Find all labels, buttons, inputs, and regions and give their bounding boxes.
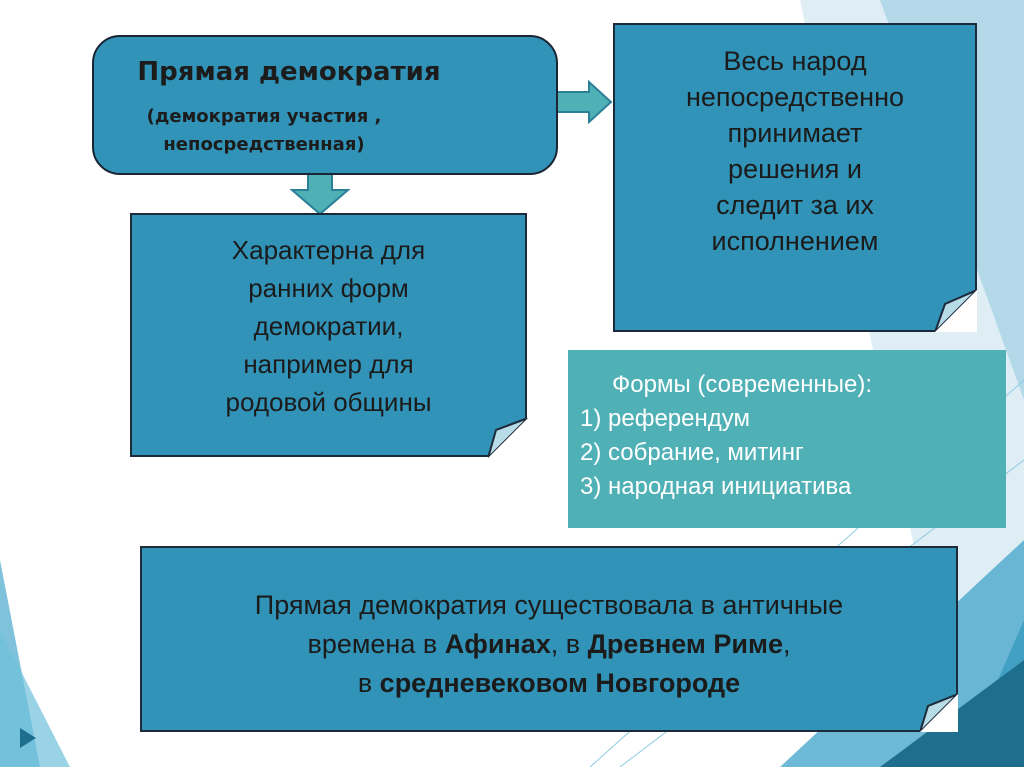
page-fold-icon <box>935 290 977 332</box>
note-line: Весь народ <box>723 46 867 76</box>
forms-item: 3) народная инициатива <box>580 473 852 500</box>
page-fold-icon <box>488 418 528 458</box>
page-fold-icon <box>920 694 958 732</box>
title-subtitle <box>94 103 434 159</box>
history-text: времена в <box>307 629 445 659</box>
note-line: родовой общины <box>225 387 432 417</box>
title-main: Прямая демократия <box>137 57 441 87</box>
note-line: непосредственно <box>685 82 905 112</box>
note-line: демократии, <box>253 311 404 341</box>
athens-text: Афинах <box>444 629 551 659</box>
forms-heading: Формы (современные): <box>612 371 873 398</box>
history-text: в <box>357 668 380 698</box>
history-text: , <box>783 629 791 659</box>
note-line: следит за их <box>716 190 874 220</box>
direct-democracy-title-box <box>92 35 558 175</box>
note-line: принимает <box>727 118 863 148</box>
history-text: , в <box>550 629 588 659</box>
history-line-2 <box>142 625 956 664</box>
title-sub-line: (демократия участия , <box>146 106 382 127</box>
novgorod-text: средневековом Новгороде <box>379 668 741 698</box>
note-line: решения и <box>728 154 862 184</box>
note-line: исполнением <box>711 226 879 256</box>
forms-item: 1) референдум <box>580 405 750 432</box>
title-sub-line: непосредственная) <box>163 134 365 155</box>
history-note-box <box>140 546 958 732</box>
rome-text: Древнем Риме <box>587 629 784 659</box>
arrow-right-icon <box>555 80 613 124</box>
note-line: ранних форм <box>248 273 409 303</box>
arrow-down-icon <box>290 172 350 216</box>
forms-list-box <box>568 350 1006 528</box>
left-note-box <box>130 213 527 457</box>
right-note-box <box>613 23 977 332</box>
note-line: Характерна для <box>231 235 426 265</box>
forms-item: 2) собрание, митинг <box>580 439 804 466</box>
note-line: например для <box>243 349 414 379</box>
history-line-1: Прямая демократия существовала в античные <box>254 590 844 620</box>
history-line-3 <box>142 664 956 703</box>
